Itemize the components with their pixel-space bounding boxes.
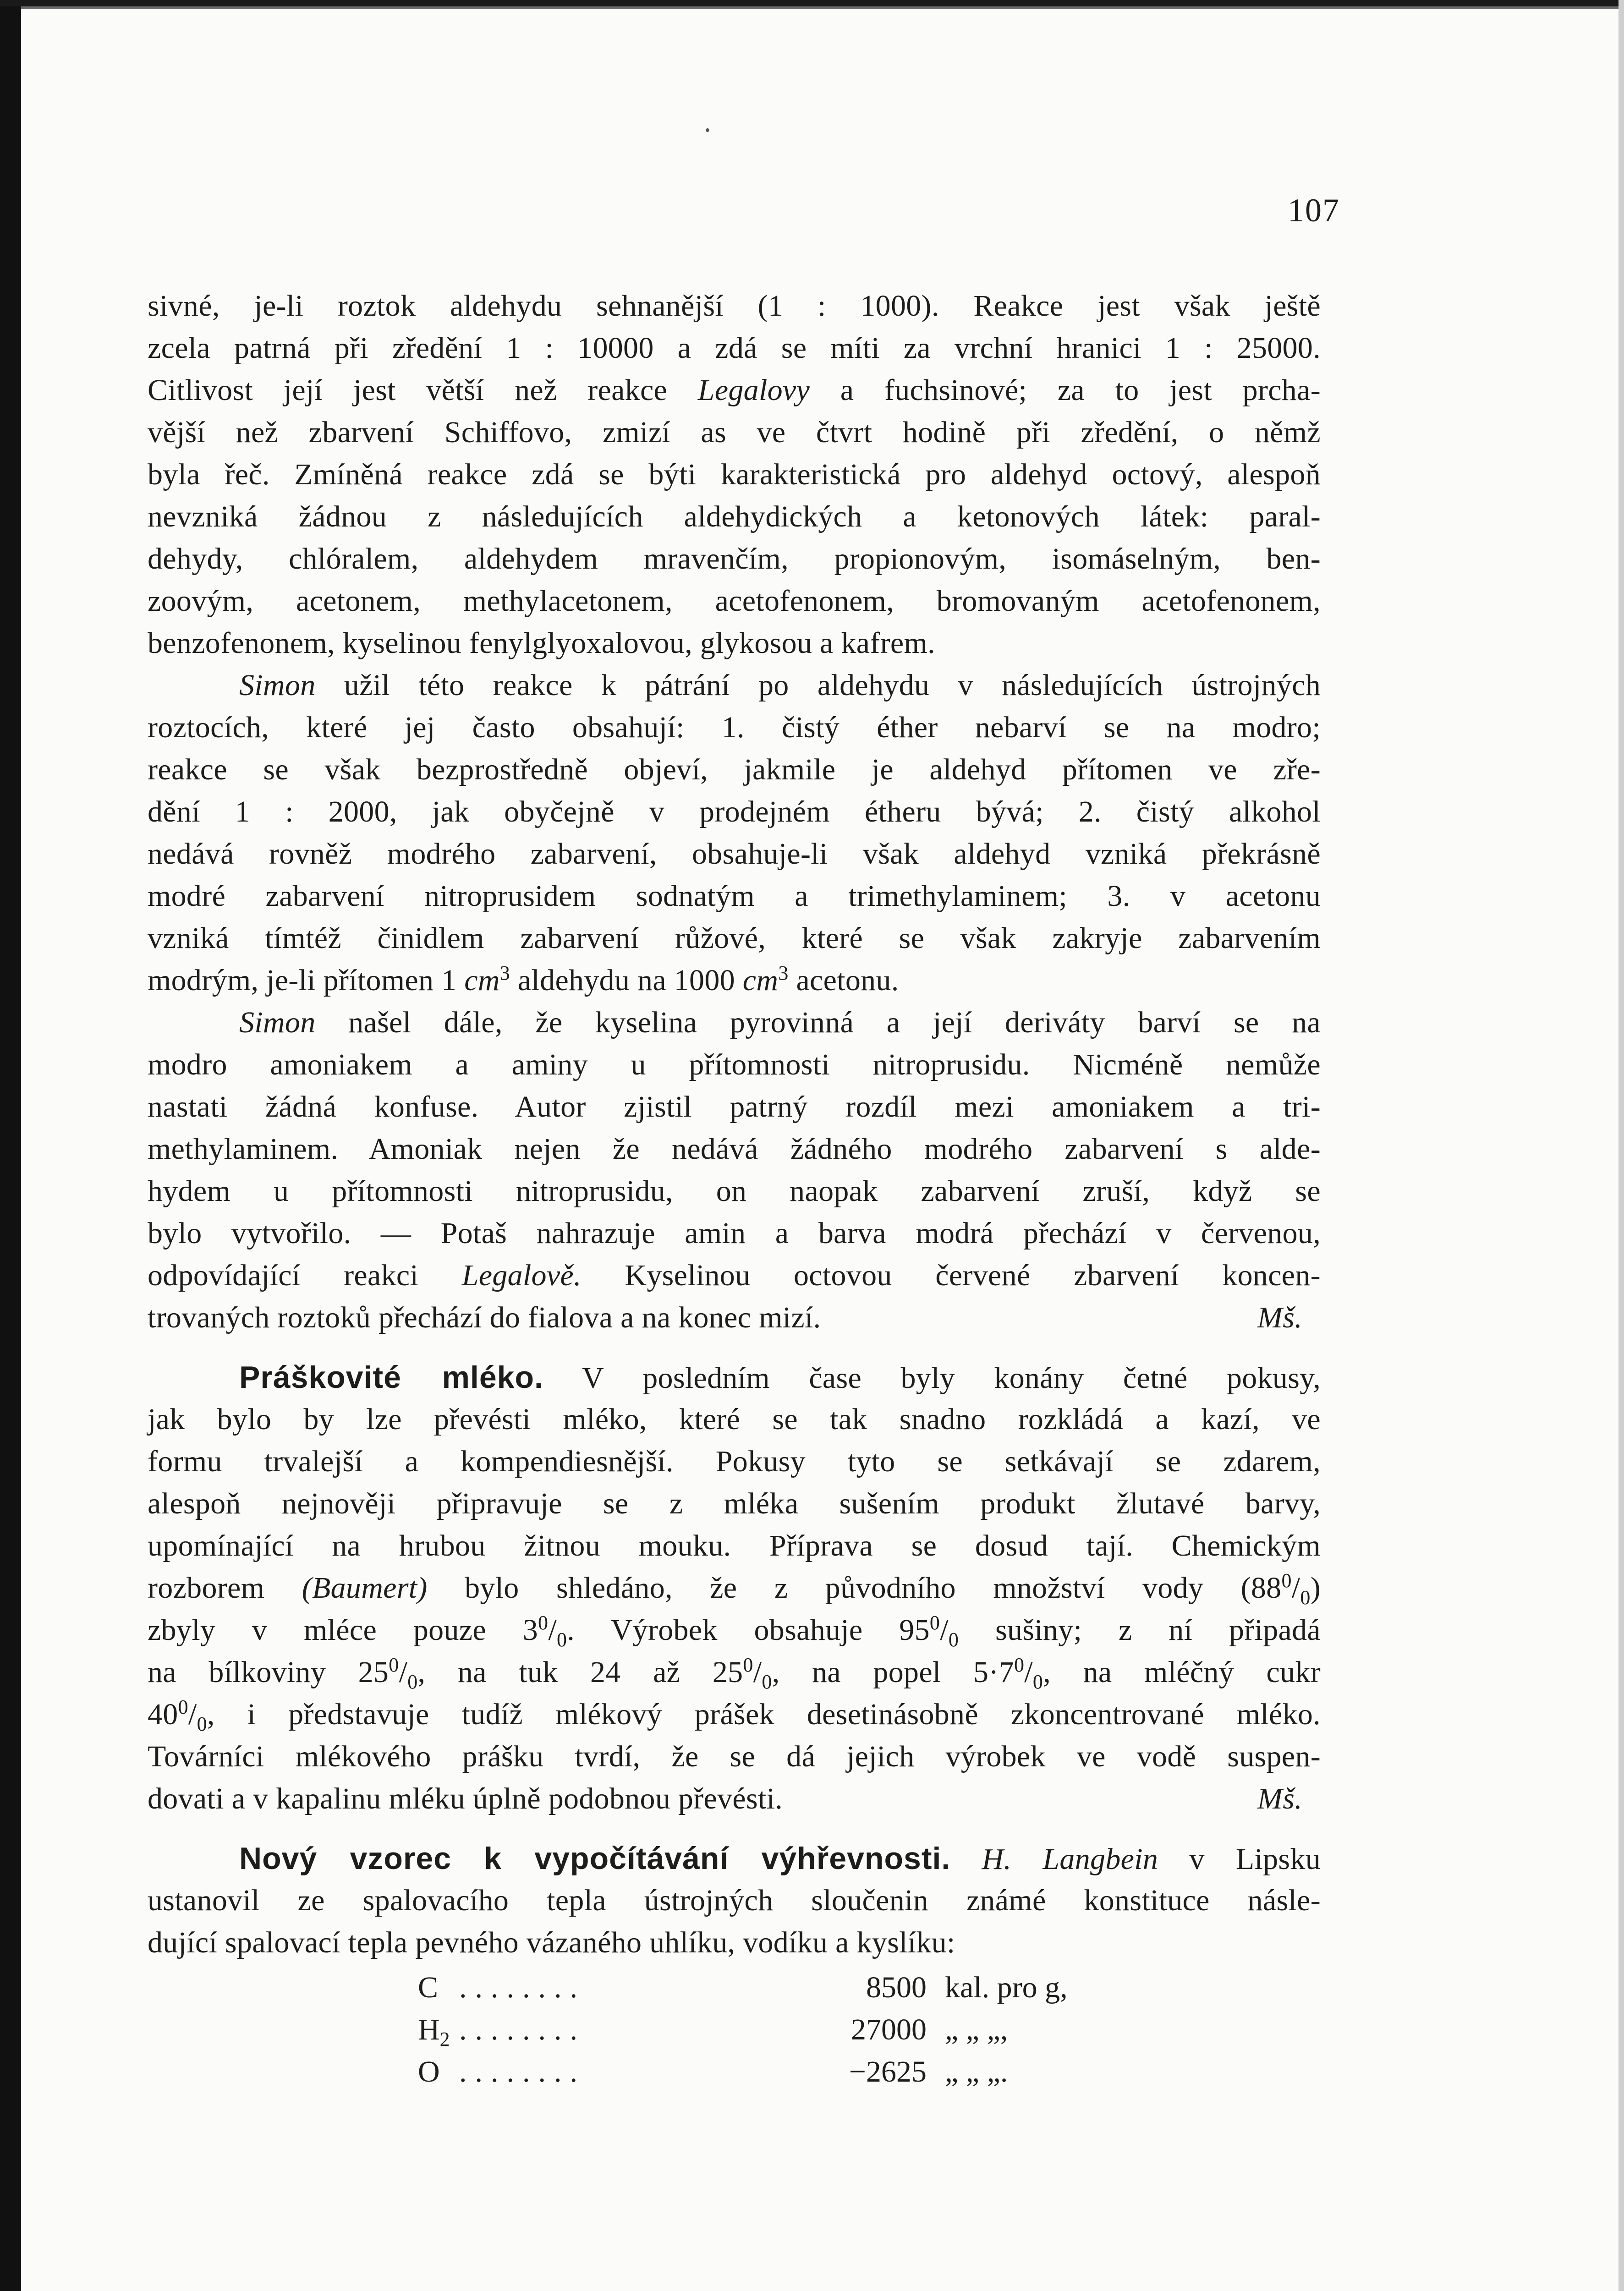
text-line: ustanovil ze spalovacího tepla ústrojných sloučenin známé konstituce násle- [148,1884,1321,1917]
element-symbol: $H_2$ [418,2013,450,2051]
text-line: Práškovité mléko. V posledním čase byly konány četné pokusy, [239,1360,1321,1395]
heat-value: 27000 [851,2013,927,2046]
leader-dots: ........ [459,2013,586,2046]
element-symbol: O [418,2055,440,2088]
scan-edge-left [0,0,21,2291]
text-line: Simon našel dále, že kyselina pyrovinná a její deriváty barví se na [239,1006,1321,1039]
text-line: roztocích, které jej často obsahují: 1. čistý éther nebarví se na modro; [148,711,1321,744]
text-line: jak bylo by lze převésti mléko, které se tak snadno rozkládá a kazí, ve [148,1403,1321,1436]
text-line: sivné, je-li roztok aldehydu sehnanější (1 : 1000). Reakce jest však ještě [148,289,1321,323]
unit: kal. pro g, [945,1971,1068,2004]
text-line: dovati a v kapalinu mléku úplně podobnou převésti. Mš. [148,1778,1321,1820]
heat-value: −2625 [849,2055,927,2088]
table-row [148,1967,1321,2009]
text-line: modré zabarvení nitroprusidem sodnatým a trimethylaminem; 3. v acetonu [148,879,1321,913]
combustion-heat-table [148,1967,1321,2093]
text-line: methylaminem. Amoniak nejen že nedává žádného modrého zabarvení s alde- [148,1132,1321,1166]
text-line: Nový vzorec k vypočítávání výhřevnosti. H. Langbein v Lipsku [239,1841,1321,1876]
text-line: dehydy, chlóralem, aldehydem mravenčím, propionovým, isomáselným, ben- [148,542,1321,575]
text-line: modrým, je-li přítomen 1 $cm^3$ aldehydu na 1000 $cm^3$ acetonu. [148,962,899,997]
author-name: Legalovy [697,373,810,407]
text-line: modro amoniakem a aminy u přítomnosti nitroprusidu. Nicméně nemůže [148,1048,1321,1081]
unit: „ „ „. [945,2055,1008,2088]
text-line: reakce se však bezprostředně objeví, jakmile je aldehyd přítomen ve zře- [148,753,1321,786]
unit: „ „ „, [945,2013,1008,2046]
text-line: Simon užil této reakce k pátrání po aldehydu v následujících ústrojných [239,669,1321,702]
text-line: upomínající na hrubou žitnou mouku. Příprava se dosud tají. Chemickým [148,1529,1321,1562]
text-line: odpovídající reakci Legalově. Kyselinou octovou červené zbarvení koncen- [148,1259,1321,1292]
text-line: trovaných roztoků přechází do fialova a na konec mizí. Mš. [148,1297,1321,1339]
text-line: zoovým, acetonem, methylacetonem, acetofenonem, bromovaným acetofenonem, [148,584,1321,618]
text-line: Továrníci mlékového prášku tvrdí, že se dá jejich výrobek ve vodě suspen- [148,1740,1321,1773]
table-row [148,2009,1321,2051]
scan-edge-top [0,0,1624,6]
text-line: nedává rovněž modrého zabarvení, obsahuje-li však aldehyd vzniká překrásně [148,837,1321,871]
text-line: benzofenonem, kyselinou fenylglyoxalovou, glykosou a kafrem. [148,626,935,660]
text-line: bylo vytvořilo. — Potaš nahrazuje amin a barva modrá přechází v červenou, [148,1217,1321,1250]
page-body [148,285,1321,2093]
author-name: Simon [239,669,316,702]
signature: Mš. [1257,1301,1302,1334]
scan-edge-right [1619,0,1624,2291]
author-name: H. Langbein [982,1842,1158,1876]
text-line: dění 1 : 2000, jak obyčejně v prodejném étheru bývá; 2. čistý alkohol [148,795,1321,828]
text-line: alespoň nejnověji připravuje se z mléka sušením produkt žlutavé barvy, [148,1487,1321,1520]
text-line: Citlivost její jest větší než reakce Legalovy a fuchsinové; za to jest prcha- [148,373,1321,407]
text-line: byla řeč. Zmíněná reakce zdá se býti karakteristická pro aldehyd octový, alespoň [148,458,1321,491]
page-number: 107 [1288,192,1340,229]
section-heading-formula: Nový vzorec k vypočítávání výhřevnosti. [239,1841,951,1876]
text-line: $40^0/_0$, i představuje tudíž mlékový prášek desetinásobně zkoncentrované mléko. [148,1696,1321,1736]
element-symbol: C [418,1971,439,2004]
text-line: vzniká tímtéž činidlem zabarvení růžové, které se však zakryje zabarvením [148,921,1321,955]
table-row [148,2051,1321,2093]
text-line: dující spalovací tepla pevného vázaného uhlíku, vodíku a kyslíku: [148,1926,955,1959]
leader-dots: ........ [459,2055,586,2088]
text-line: zcela patrná při zředění 1 : 10000 a zdá se míti za vrchní hranici 1 : 25000. [148,331,1321,365]
leader-dots: ........ [459,1971,586,2004]
text-line: nevzniká žádnou z následujících aldehydických a ketonových látek: paral- [148,500,1321,533]
section-heading-milk: Práškovité mléko. [239,1360,543,1395]
scan-speck [706,128,709,132]
text-line: na bílkoviny $25^0/_0$, na tuk 24 až $25^0/_0$, na popel $5\cdot 7^0/_0$, na mléčný cukr [148,1654,1321,1694]
text-line: vější než zbarvení Schiffovo, zmizí as ve čtvrt hodině při zředění, o němž [148,416,1321,449]
author-name: Simon [239,1006,316,1039]
text-line: nastati žádná konfuse. Autor zjistil patrný rozdíl mezi amoniakem a tri- [148,1090,1321,1124]
text-line: formu trvalejší a kompendiesnější. Pokusy tyto se setkávají se zdarem, [148,1445,1321,1478]
scan-edge-top-shadow [21,6,1624,9]
text-line: rozborem (Baumert) bylo shledáno, že z původního množství vody $(88^0/_0)$ [148,1569,1321,1609]
heat-value: 8500 [866,1971,927,2004]
text-line: zbyly v mléce pouze $3^0/_0$. Výrobek obsahuje $95^0/_0$ sušiny; z ní připadá [148,1611,1321,1651]
signature: Mš. [1257,1782,1302,1815]
text-line: hydem u přítomnosti nitroprusidu, on naopak zabarvení zruší, když se [148,1174,1321,1208]
